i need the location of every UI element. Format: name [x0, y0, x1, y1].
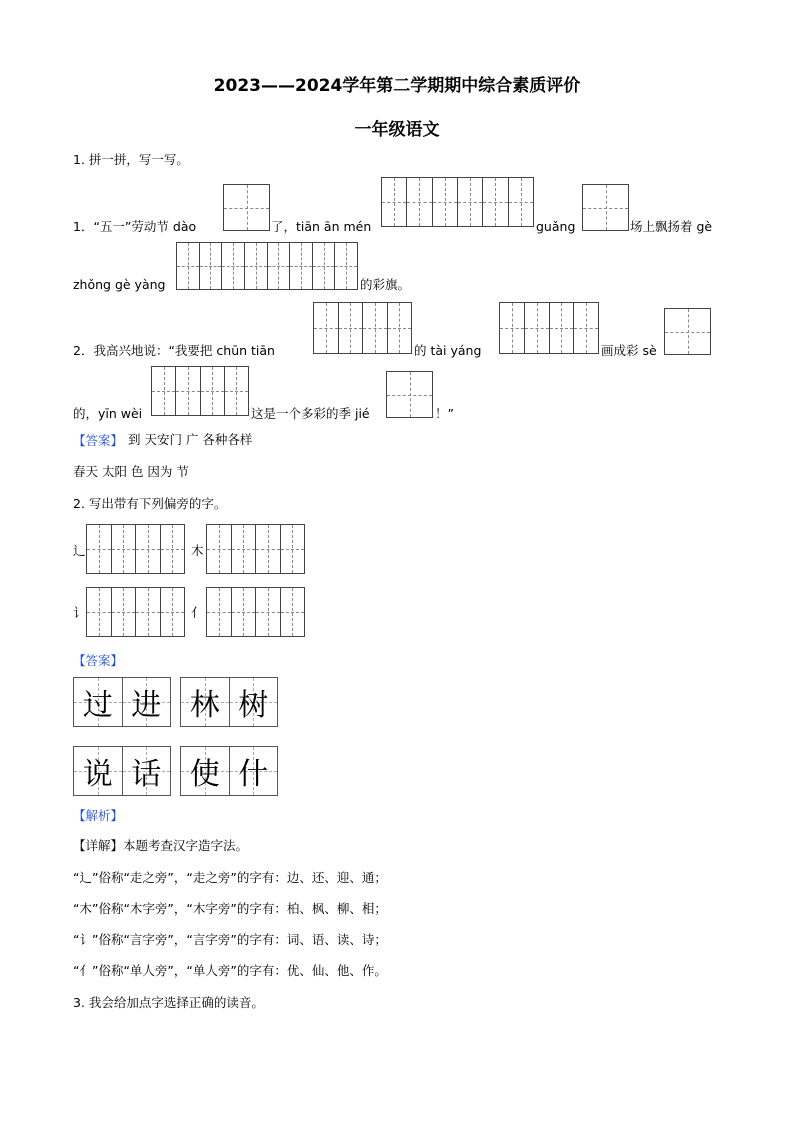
answer-box-yinwei[interactable] — [151, 366, 249, 416]
q1-answer-label: 【答案】 — [73, 433, 124, 448]
answer-char: 林 — [181, 678, 229, 726]
q2-analysis-line: “辶”俗称“走之旁”，“走之旁”的字有：边、还、迎、通； — [73, 870, 387, 885]
answer-char: 树 — [229, 678, 278, 726]
q1-s2-text-d: 的，yīn wèi — [73, 406, 143, 421]
answer-grid-danren — [180, 746, 278, 796]
answer-box-gezhonggeyang[interactable] — [176, 242, 358, 290]
write-box-radical-3[interactable] — [86, 587, 185, 637]
answer-char: 过 — [74, 678, 122, 726]
answer-char: 话 — [122, 747, 171, 795]
q1-s2-text-a: 2．我高兴地说：“我要把 chūn tiān — [73, 343, 275, 358]
answer-box-dao[interactable] — [223, 184, 270, 231]
q3-heading: 3. 我会给加点字选择正确的读音。 — [73, 995, 264, 1010]
q1-s2-text-b: 的 tài yáng — [414, 343, 482, 358]
answer-char: 说 — [74, 747, 122, 795]
q2-analysis-line: “讠”俗称“言字旁”，“言字旁”的字有：词、语、读、诗； — [73, 932, 387, 947]
radical-label: 木 — [191, 543, 204, 558]
answer-box-jie[interactable] — [386, 371, 433, 418]
q2-analysis-label: 【解析】 — [73, 808, 124, 823]
q1-s1-text-c: guǎng — [536, 219, 576, 234]
page-title: 2023——2024学年第二学期期中综合素质评价 — [213, 76, 581, 96]
q2-analysis-line: “木”俗称“木字旁”，“木字旁”的字有：柏、枫、柳、相； — [73, 901, 387, 916]
q1-s2-text-c: 画成彩 sè — [601, 343, 657, 358]
q1-s2-text-e: 这是一个多彩的季 jié — [251, 406, 370, 421]
answer-grid-zouzhi — [73, 677, 171, 727]
q1-s1-text-e: zhǒng gè yàng — [73, 277, 166, 292]
page-subtitle: 一年级语文 — [354, 120, 440, 140]
write-box-radical-2[interactable] — [206, 524, 305, 574]
q2-detail-label: 【详解】 — [73, 838, 124, 853]
write-box-radical-4[interactable] — [206, 587, 305, 637]
q1-s1-text-b: 了，tiān ān mén — [271, 219, 372, 234]
answer-char: 进 — [122, 678, 171, 726]
answer-char: 什 — [229, 747, 278, 795]
q1-s2-text-f: ！” — [435, 406, 454, 421]
radical-label: 辶 — [73, 543, 86, 558]
answer-box-taiyang[interactable] — [499, 302, 599, 354]
answer-box-tiananmen[interactable] — [381, 177, 534, 227]
q2-detail — [73, 837, 248, 855]
q2-analysis-line: “亻”俗称“单人旁”，“单人旁”的字有：优、仙、他、作。 — [73, 963, 387, 978]
q1-s1-text-f: 的彩旗。 — [360, 277, 411, 292]
answer-box-se[interactable] — [664, 308, 711, 355]
q1-answer-line1: 到 天安门 广 各种各样 — [128, 432, 253, 447]
q1-answer-line2: 春天 太阳 色 因为 节 — [73, 464, 189, 479]
radical-label: 讠 — [73, 605, 86, 620]
q1-s1-text-a: 1．“五一”劳动节 dào — [73, 219, 197, 234]
q2-detail-intro: 本题考查汉字造字法。 — [123, 838, 249, 853]
answer-grid-yanzi — [73, 746, 171, 796]
answer-box-guang[interactable] — [582, 184, 629, 231]
radical-label: 亻 — [191, 605, 204, 620]
write-box-radical-1[interactable] — [86, 524, 185, 574]
q1-s1-text-d: 场上飘扬着 gè — [630, 219, 713, 234]
q2-heading: 2. 写出带有下列偏旁的字。 — [73, 496, 227, 511]
answer-box-chuntian[interactable] — [313, 302, 412, 354]
answer-char: 使 — [181, 747, 229, 795]
answer-grid-muzi — [180, 677, 278, 727]
q2-answer-label: 【答案】 — [73, 653, 124, 668]
q1-heading: 1. 拼一拼，写一写。 — [73, 152, 189, 167]
